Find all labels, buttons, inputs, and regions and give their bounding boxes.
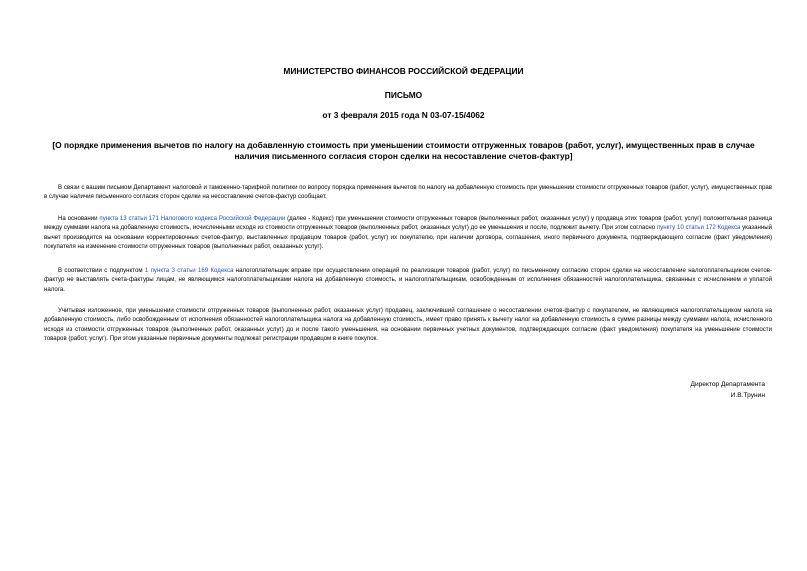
- paragraph-2-text-a: На основании: [58, 215, 100, 222]
- paragraph-1: В связи с вашим письмом Департамент налоговой и таможенно-тарифной политики по вопросу порядка применения вычетов по налогу на добавленную стоимость при уменьшении стоимости отгруженных товаров (работ, услуг), имущественных прав в случае наличия письменного согласия сторон сделки на несоставление счетов-фактур сообщает.: [44, 184, 772, 201]
- paragraph-2-text-b: (далее - Кодекс) при уменьшении стоимости отгруженных товаров (выполненных работ, оказанных услуг) у продавца этих товаров (работ, услуг) положительная разница между суммами налога на добавленную стоимость, исчисленными исходя из стоимости отгруженных товаров (выполненных работ, оказанных услуг) до ее уменьшения и после, подлежит вычету. При этом согласно: [44, 215, 772, 232]
- document-type-heading: ПИСЬМО: [384, 90, 423, 100]
- paragraph-3: [44, 266, 772, 294]
- subject-heading: [О порядке применения вычетов по налогу на добавленную стоимость при уменьшении стоимости отгруженных товаров (работ, услуг), имущественных прав в случае наличия письменного согласия сторон сделки на несоставление счетов-фактур]: [52, 140, 755, 161]
- link-article-171-clause-13[interactable]: пункта 13 статьи 171 Налогового кодекса Российской Федерации: [99, 215, 286, 222]
- link-article-169-clause-3[interactable]: 1 пункта 3 статьи 169 Кодекса: [144, 267, 234, 274]
- date-number-heading: от 3 февраля 2015 года N 03-07-15/4062: [322, 110, 485, 120]
- paragraph-2: [44, 214, 772, 252]
- signatory-name: И.В.Трунин: [730, 392, 765, 399]
- paragraph-4: Учитывая изложенное, при уменьшении стоимости отгруженных товаров (выполненных работ, оказанных услуг) продавец, заключивший соглашение о несоставлении счетов-фактур с покупателем, не являющимся налогоплательщиком налога на добавленную стоимость, либо освобожденным от исполнения обязанностей налогоплательщика налога на добавленную стоимость, имеет право принять к вычету налог на добавленную стоимость в сумме разницы между суммами налога, исчисленного исходя из стоимости отгруженных товаров (выполненных работ, оказанных услуг) до и после такого уменьшения, на основании первичных учетных документов, подтверждающих согласие (факт уведомления) покупателя на уменьшение стоимости товаров (работ, услуг). При этом указанные первичные документы подлежат регистрации продавцом в книге покупок.: [44, 307, 772, 343]
- signatory-title: Директор Департамента: [690, 381, 765, 388]
- paragraph-3-text-b: налогоплательщик вправе при осуществлении операций по реализации товаров (работ, услуг) по письменному согласию сторон сделки на несоставление налогоплательщиком счетов-фактур не выставлять счета-фактуры лицам, не являющимся налогоплательщиками налога на добавленную стоимость, и налогоплательщикам, освобожденным от исполнения обязанностей налогоплательщика, связанных с исчислением и уплатой налога.: [44, 267, 772, 293]
- paragraph-3-text-a: В соответствии с подпунктом: [58, 267, 145, 274]
- ministry-heading: МИНИСТЕРСТВО ФИНАНСОВ РОССИЙСКОЙ ФЕДЕРАЦИИ: [283, 66, 524, 76]
- link-article-172-clause-10[interactable]: пункту 10 статьи 172 Кодекса: [656, 224, 741, 232]
- paragraph-2-text-c: указанный вычет производится на основании корректировочных счетов-фактур, выставленных продавцом товаров (работ, услуг) их покупателю, при наличии договора, соглашения, иного первичного документа, подтверждающего согласие (факт уведомления) покупателя на изменение стоимости отгруженных товаров (выполненных работ, оказанных услуг).: [44, 224, 772, 251]
